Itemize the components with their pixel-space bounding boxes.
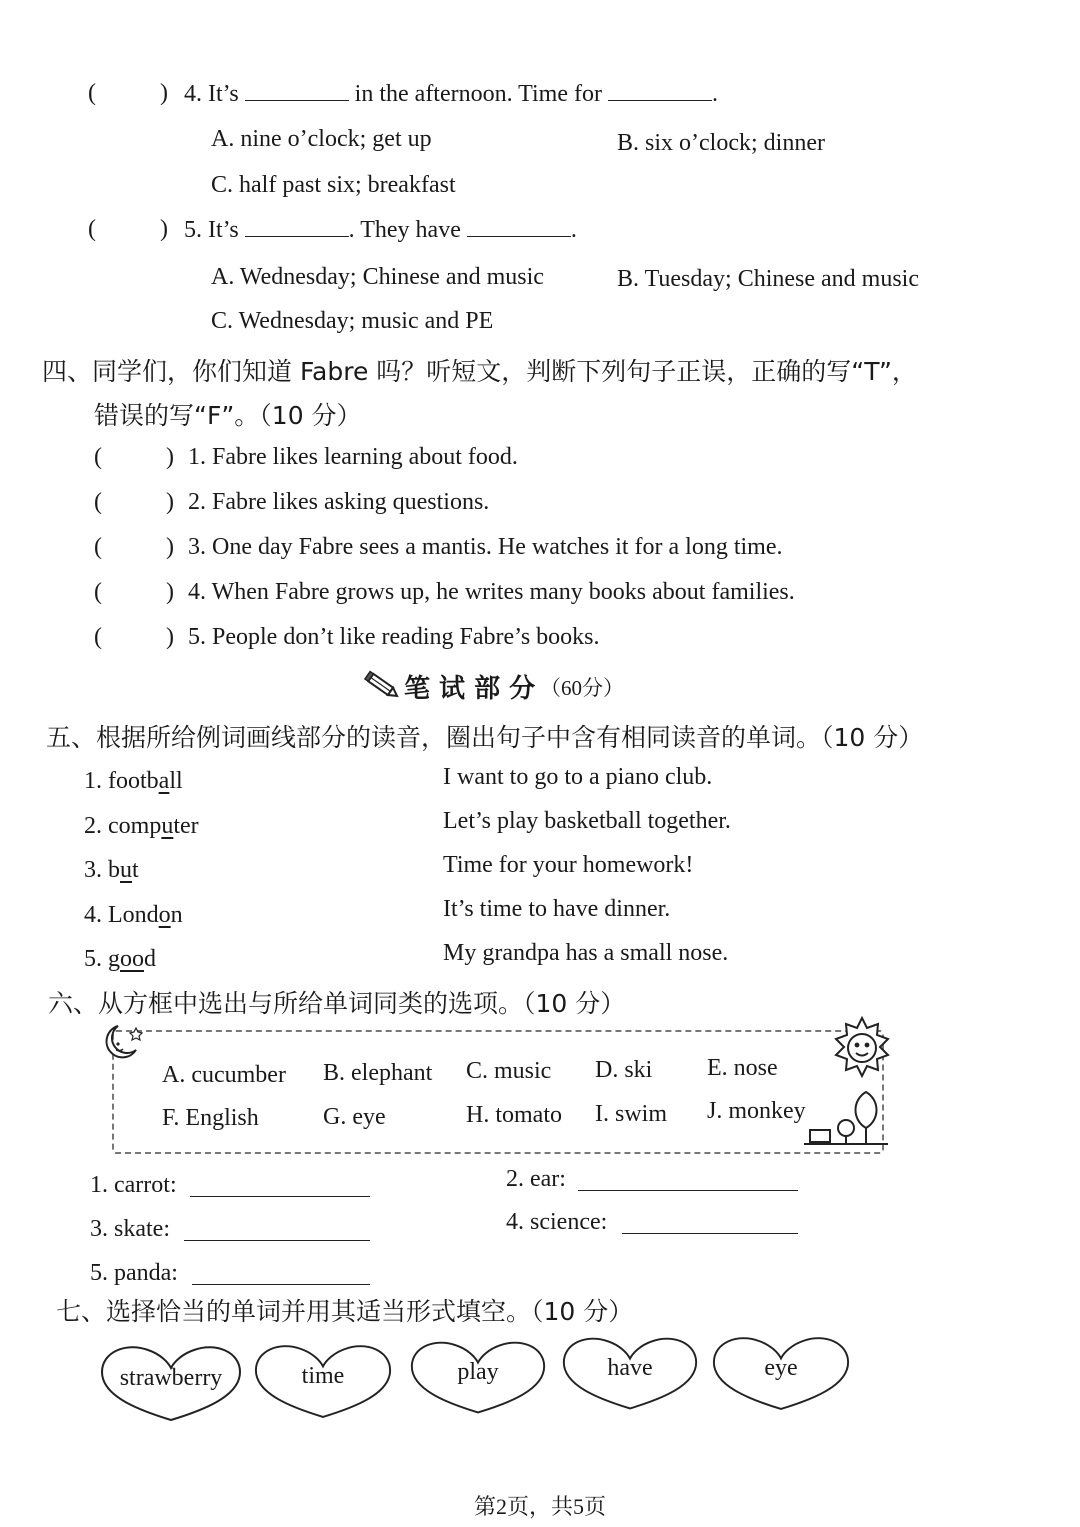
answer-paren[interactable]: ( xyxy=(88,216,96,242)
answer-blank[interactable] xyxy=(190,1196,370,1197)
answer-paren-close: ) xyxy=(166,534,174,560)
example-word: 5. good xyxy=(84,946,156,972)
category-prompt: 5. panda: xyxy=(90,1260,178,1286)
answer-paren-close: ) xyxy=(166,624,174,650)
option-item: A. cucumber xyxy=(162,1062,286,1088)
option-item: E. nose xyxy=(707,1055,778,1081)
page-number: 第2页，共5页 xyxy=(473,1494,606,1519)
option-b: B. six o’clock; dinner xyxy=(617,130,825,156)
option-b: B. Tuesday; Chinese and music xyxy=(617,266,920,292)
answer-paren-close: ) xyxy=(166,579,174,605)
answer-paren[interactable]: ( xyxy=(94,534,102,560)
word-choice: have xyxy=(607,1355,653,1381)
option-item: G. eye xyxy=(323,1104,386,1130)
section-4-title: 四、同学们，你们知道 Fabre 吗？听短文，判断下列句子正误，正确的写“T”， xyxy=(42,357,917,386)
answer-paren-close: ) xyxy=(166,444,174,470)
sun-icon xyxy=(828,1014,896,1082)
category-prompt: 3. skate: xyxy=(90,1216,170,1242)
answer-blank[interactable] xyxy=(184,1240,370,1241)
question-5-stem: 5. It’s . They have . xyxy=(184,217,577,243)
option-item: I. swim xyxy=(595,1101,667,1127)
example-word: 1. football xyxy=(84,768,183,794)
word-choice: time xyxy=(301,1363,345,1389)
option-c: C. Wednesday; music and PE xyxy=(211,308,494,334)
answer-paren-close: ) xyxy=(160,216,168,242)
tf-item: 3. One day Fabre sees a mantis. He watches it for a long time. xyxy=(188,534,783,560)
answer-blank[interactable] xyxy=(622,1233,798,1234)
example-word: 3. but xyxy=(84,857,139,883)
option-a: A. Wednesday; Chinese and music xyxy=(211,264,544,290)
option-item: D. ski xyxy=(595,1057,653,1083)
option-item: C. music xyxy=(466,1058,552,1084)
answer-blank[interactable] xyxy=(245,216,349,237)
answer-paren-close: ) xyxy=(166,489,174,515)
word-choice: play xyxy=(457,1359,499,1385)
tf-item: 4. When Fabre grows up, he writes many books about families. xyxy=(188,579,795,605)
tree-icon xyxy=(800,1084,892,1148)
category-prompt: 2. ear: xyxy=(506,1166,566,1192)
category-prompt: 1. carrot: xyxy=(90,1172,177,1198)
category-prompt: 4. science: xyxy=(506,1209,608,1235)
option-item: B. elephant xyxy=(323,1060,433,1086)
sentence[interactable]: Let’s play basketball together. xyxy=(443,808,731,834)
written-part-score: （60分） xyxy=(540,676,624,700)
pencil-icon xyxy=(362,668,402,704)
answer-paren[interactable]: ( xyxy=(94,489,102,515)
section-6-title: 六、从方框中选出与所给单词同类的选项。（10 分） xyxy=(48,989,626,1018)
option-item: F. English xyxy=(162,1105,259,1131)
options-box xyxy=(112,1030,884,1154)
answer-paren-close: ) xyxy=(160,80,168,106)
tf-item: 5. People don’t like reading Fabre’s books. xyxy=(188,624,600,650)
written-part-title: 笔 试 部 分 xyxy=(404,674,536,704)
moon-icon xyxy=(96,1020,152,1064)
word-choice: strawberry xyxy=(119,1365,223,1391)
answer-blank[interactable] xyxy=(192,1284,370,1285)
section-4-title-cont: 错误的写“F”。（10 分） xyxy=(94,401,362,430)
sentence[interactable]: I want to go to a piano club. xyxy=(443,764,713,790)
section-7-title: 七、选择恰当的单词并用其适当形式填空。（10 分） xyxy=(56,1297,634,1326)
option-item: J. monkey xyxy=(707,1098,806,1124)
answer-blank[interactable] xyxy=(467,216,571,237)
option-c: C. half past six; breakfast xyxy=(211,172,456,198)
tf-item: 2. Fabre likes asking questions. xyxy=(188,489,490,515)
answer-blank[interactable] xyxy=(245,80,349,101)
section-5-title: 五、根据所给例词画线部分的读音，圈出句子中含有相同读音的单词。（10 分） xyxy=(46,723,924,752)
sentence[interactable]: Time for your homework! xyxy=(443,852,694,878)
answer-paren[interactable]: ( xyxy=(94,579,102,605)
sentence[interactable]: It’s time to have dinner. xyxy=(443,896,671,922)
sentence[interactable]: My grandpa has a small nose. xyxy=(443,940,729,966)
option-a: A. nine o’clock; get up xyxy=(211,126,432,152)
answer-paren[interactable]: ( xyxy=(94,444,102,470)
question-4-stem: 4. It’s in the afternoon. Time for . xyxy=(184,81,718,107)
example-word: 4. London xyxy=(84,902,183,928)
word-choice: eye xyxy=(764,1355,798,1381)
answer-blank[interactable] xyxy=(578,1190,798,1191)
example-word: 2. computer xyxy=(84,813,199,839)
answer-blank[interactable] xyxy=(608,80,712,101)
answer-paren[interactable]: ( xyxy=(94,624,102,650)
answer-paren[interactable]: ( xyxy=(88,80,96,106)
tf-item: 1. Fabre likes learning about food. xyxy=(188,444,518,470)
option-item: H. tomato xyxy=(466,1102,562,1128)
